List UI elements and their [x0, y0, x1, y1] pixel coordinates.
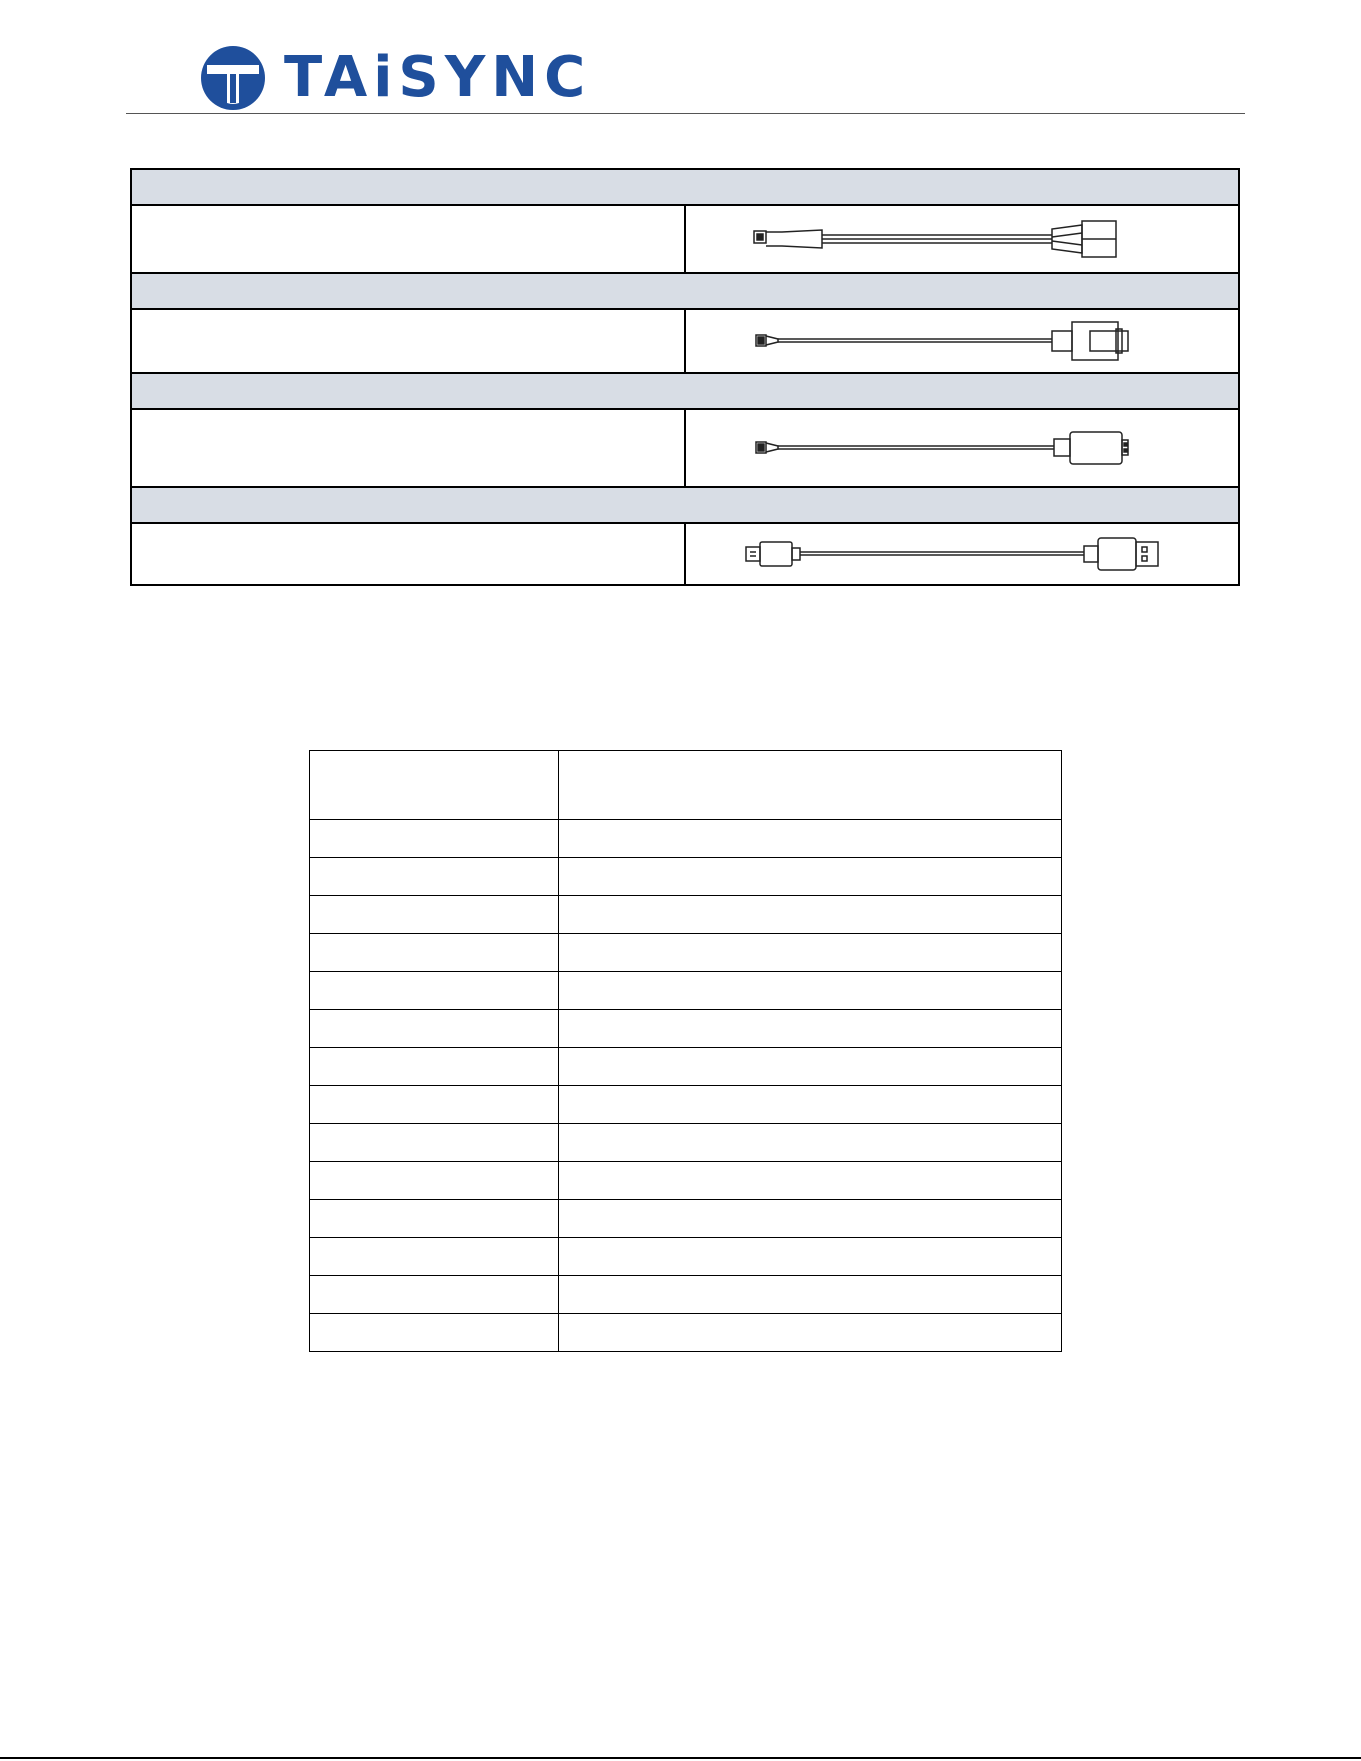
cable-row — [131, 309, 1239, 373]
rj45-cable-icon — [752, 319, 1172, 363]
spec-row — [310, 972, 1062, 1010]
cable-band-cell — [131, 373, 1239, 409]
cable-picture-cell — [685, 409, 1239, 487]
spec-value-cell — [559, 820, 1062, 858]
cable-row — [131, 523, 1239, 585]
spec-row — [310, 1238, 1062, 1276]
spec-row — [310, 858, 1062, 896]
cable-band-row — [131, 273, 1239, 309]
cable-label-cell — [131, 523, 685, 585]
spec-key-cell — [310, 972, 559, 1010]
spec-key-cell — [310, 820, 559, 858]
cable-row — [131, 205, 1239, 273]
y-split-cable-icon — [752, 217, 1172, 261]
spec-key-cell — [310, 1124, 559, 1162]
spec-row — [310, 896, 1062, 934]
cable-band-row — [131, 169, 1239, 205]
spec-value-cell — [559, 1010, 1062, 1048]
spec-value-cell — [559, 1314, 1062, 1352]
spec-key-cell — [310, 858, 559, 896]
spec-header-cell — [559, 751, 1062, 820]
spec-value-cell — [559, 896, 1062, 934]
spec-header-row — [310, 751, 1062, 820]
spec-key-cell — [310, 1048, 559, 1086]
cable-picture-cell — [685, 205, 1239, 273]
spec-value-cell — [559, 934, 1062, 972]
cable-band-cell — [131, 487, 1239, 523]
spec-row — [310, 1010, 1062, 1048]
cable-row — [131, 409, 1239, 487]
spec-value-cell — [559, 1200, 1062, 1238]
spec-key-cell — [310, 1162, 559, 1200]
spec-row — [310, 934, 1062, 972]
spec-row — [310, 1276, 1062, 1314]
spec-row — [310, 1314, 1062, 1352]
spec-row — [310, 1162, 1062, 1200]
spec-key-cell — [310, 1200, 559, 1238]
spec-value-cell — [559, 1048, 1062, 1086]
usb-cable-icon — [742, 532, 1182, 576]
spec-row — [310, 1048, 1062, 1086]
cable-band-cell — [131, 273, 1239, 309]
spec-key-cell — [310, 1238, 559, 1276]
spec-value-cell — [559, 1162, 1062, 1200]
spec-value-cell — [559, 1124, 1062, 1162]
cable-band-row — [131, 373, 1239, 409]
spec-value-cell — [559, 1276, 1062, 1314]
spec-table — [309, 750, 1062, 1352]
spec-key-cell — [310, 1086, 559, 1124]
brand-name: TAiSYNC — [284, 45, 592, 110]
spec-value-cell — [559, 1238, 1062, 1276]
spec-key-cell — [310, 1276, 559, 1314]
spec-header-cell — [310, 751, 559, 820]
spec-value-cell — [559, 1086, 1062, 1124]
cable-picture-cell — [685, 309, 1239, 373]
spec-value-cell — [559, 858, 1062, 896]
spec-row — [310, 1086, 1062, 1124]
spec-row — [310, 820, 1062, 858]
taisync-logo-mark-icon — [200, 45, 266, 111]
spec-row — [310, 1124, 1062, 1162]
cable-band-cell — [131, 169, 1239, 205]
spec-value-cell — [559, 972, 1062, 1010]
spec-row — [310, 1200, 1062, 1238]
cable-label-cell — [131, 205, 685, 273]
spec-key-cell — [310, 934, 559, 972]
header-divider — [126, 113, 1245, 114]
spec-key-cell — [310, 1314, 559, 1352]
spec-key-cell — [310, 896, 559, 934]
page-bottom-edge — [0, 1757, 1361, 1759]
hdmi-cable-icon — [752, 426, 1172, 470]
cable-label-cell — [131, 409, 685, 487]
cable-table — [130, 168, 1240, 586]
spec-key-cell — [310, 1010, 559, 1048]
cable-picture-cell — [685, 523, 1239, 585]
cable-band-row — [131, 487, 1239, 523]
cable-label-cell — [131, 309, 685, 373]
taisync-logo — [200, 44, 591, 112]
